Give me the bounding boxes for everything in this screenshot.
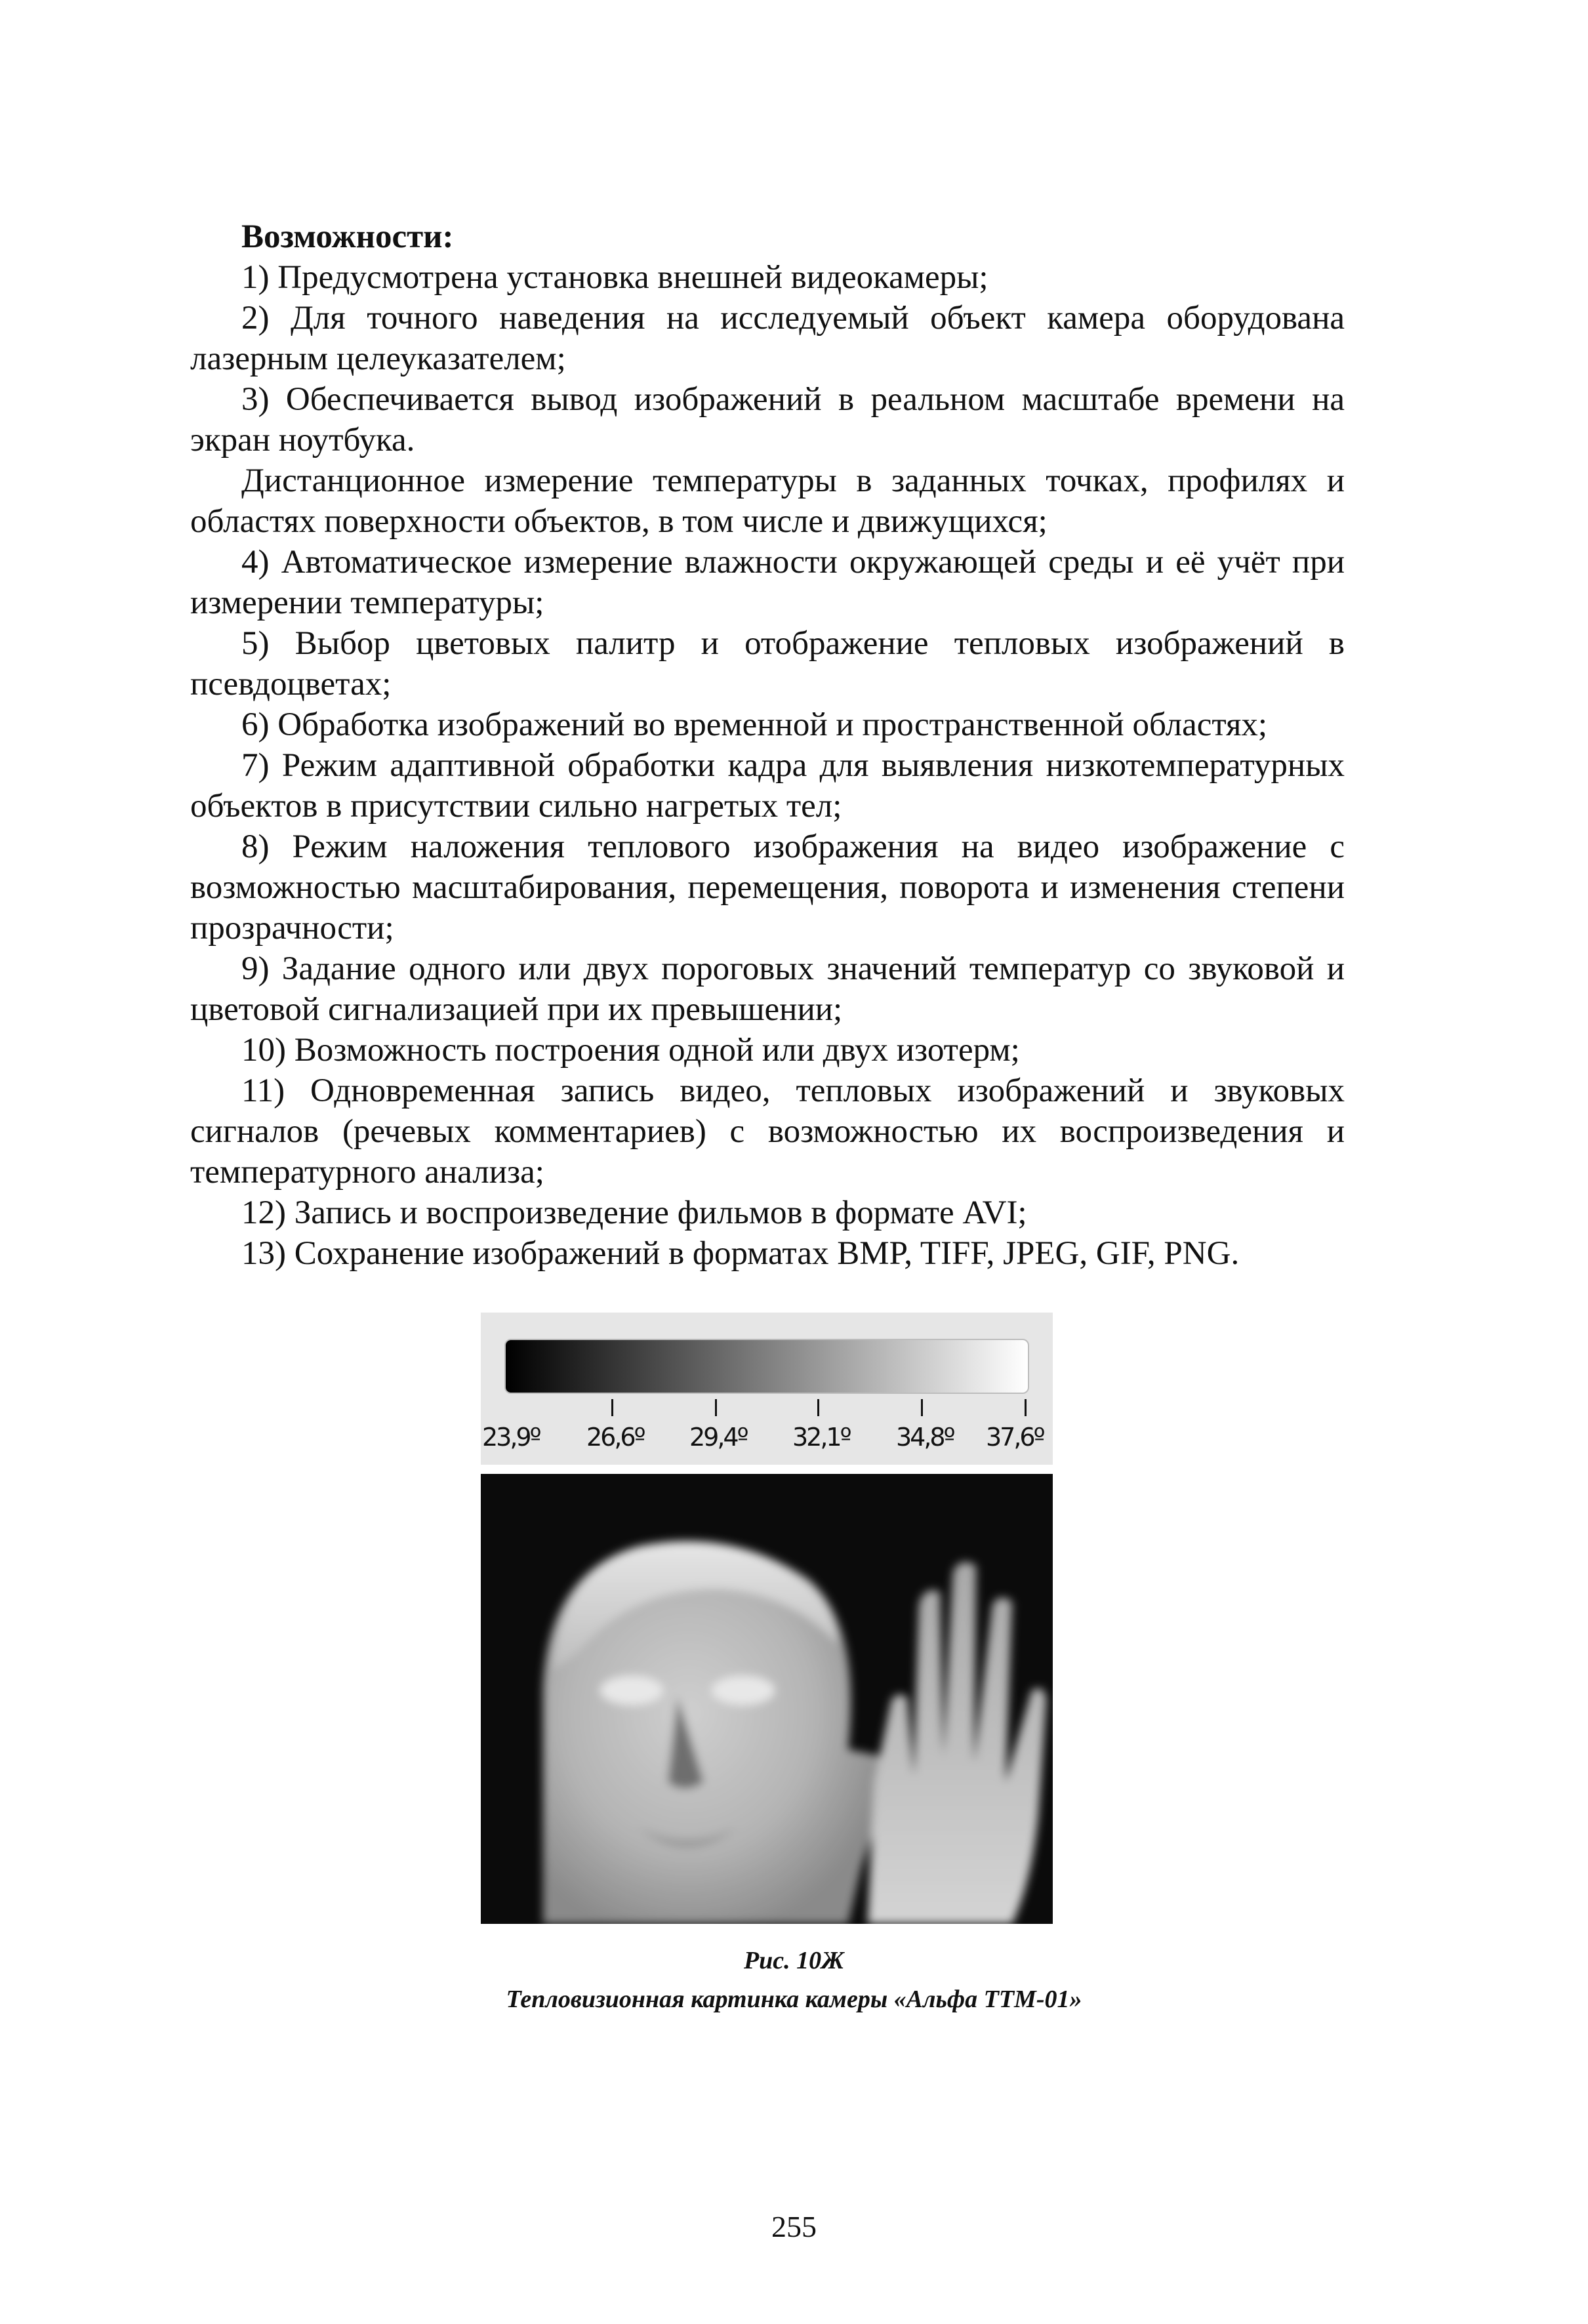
section-heading: Возможности: xyxy=(241,218,454,255)
scale-label: 26,6º xyxy=(586,1423,644,1452)
scale-label: 32,1º xyxy=(792,1423,850,1452)
paragraph: 4) Автоматическое измерение влажности окружающей среды и её учёт при измерении температуры; xyxy=(190,544,1345,621)
paragraph: 7) Режим адаптивной обработки кадра для выявления низкотемпературных объектов в присутствии сильно нагретых тел; xyxy=(190,747,1345,825)
temperature-scale xyxy=(481,1313,1053,1465)
scale-label: 29,4º xyxy=(689,1423,747,1452)
scale-tick xyxy=(611,1399,613,1416)
paragraph: 13) Сохранение изображений в форматах BMP, TIFF, JPEG, GIF, PNG. xyxy=(241,1235,1240,1272)
paragraph: 12) Запись и воспроизведение фильмов в формате AVI; xyxy=(241,1194,1027,1231)
scale-tick xyxy=(817,1399,819,1416)
body-text xyxy=(190,216,1345,1274)
paragraph: 10) Возможность построения одной или двух изотерм; xyxy=(241,1032,1020,1069)
paragraph: 11) Одновременная запись видео, тепловых изображений и звуковых сигналов (речевых комментариев) с возможностью их воспроизведения и температурного анализа; xyxy=(190,1072,1345,1191)
figure-number: Рис. 10Ж xyxy=(743,1947,845,1974)
scale-tick xyxy=(715,1399,717,1416)
scale-label: 23,9º xyxy=(482,1423,540,1452)
thermal-portrait xyxy=(481,1474,1053,1924)
page-number: 255 xyxy=(771,2210,817,2243)
paragraph: 2) Для точного наведения на исследуемый объект камера оборудована лазерным целеуказателем; xyxy=(190,300,1345,377)
scale-tick xyxy=(921,1399,923,1416)
paragraph: 9) Задание одного или двух пороговых значений температур со звуковой и цветовой сигнализацией при их превышении; xyxy=(190,950,1345,1028)
paragraph: 3) Обеспечивается вывод изображений в реальном масштабе времени на экран ноутбука. xyxy=(190,381,1345,459)
paragraph: 6) Обработка изображений во временной и пространственной областях; xyxy=(241,706,1268,743)
paragraph: 1) Предусмотрена установка внешней видеокамеры; xyxy=(241,259,988,296)
scale-label: 37,6º xyxy=(986,1423,1044,1452)
figure-caption: Тепловизионная картинка камеры «Альфа ТТМ-01» xyxy=(506,1986,1082,2013)
paragraph: 8) Режим наложения теплового изображения на видео изображение с возможностью масштабирования, перемещения, поворота и изменения степени прозрачности; xyxy=(190,828,1345,947)
temperature-gradient-bar xyxy=(504,1339,1029,1394)
paragraph: Дистанционное измерение температуры в заданных точках, профилях и областях поверхности объектов, в том числе и движущихся; xyxy=(190,462,1345,540)
scale-tick xyxy=(1025,1399,1027,1416)
scale-label: 34,8º xyxy=(896,1423,954,1452)
paragraph: 5) Выбор цветовых палитр и отображение тепловых изображений в псевдоцветах; xyxy=(190,625,1345,703)
thermal-image xyxy=(481,1474,1053,1924)
